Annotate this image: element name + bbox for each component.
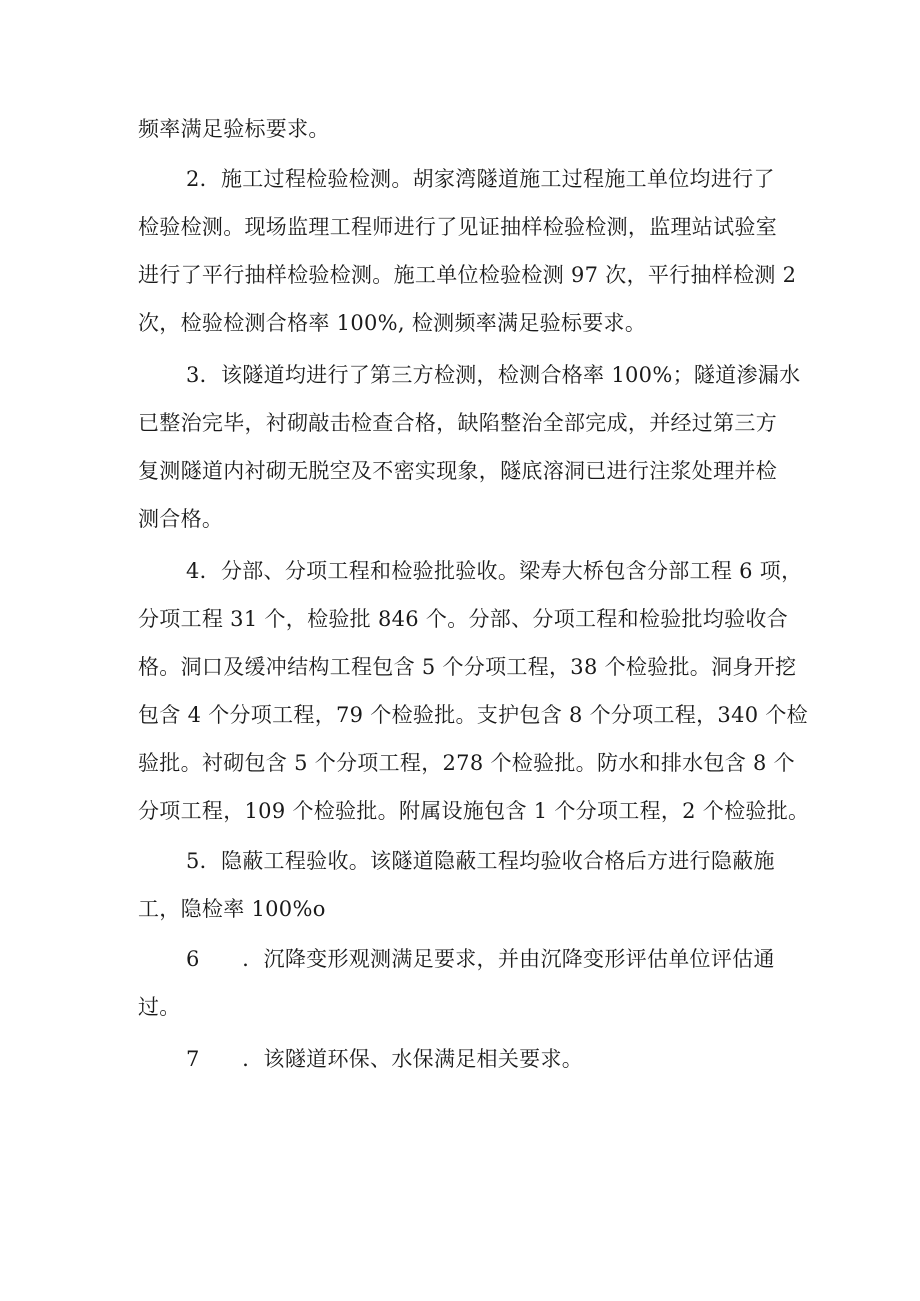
text-line: 已整治完毕，衬砌敲击检查合格，缺陷整治全部完成，并经过第三方 xyxy=(138,411,777,435)
text-line: 工，隐检率 100%o xyxy=(138,897,326,921)
text-line: 测合格。 xyxy=(138,507,224,531)
paragraph-4-start: 4．分部、分项工程和检验批验收。梁寿大桥包含分部工程 6 项， xyxy=(186,559,803,583)
paragraph-2-start: 2．施工过程检验检测。胡家湾隧道施工过程施工单位均进行了 xyxy=(186,167,775,191)
text-line: 分项工程 31 个，检验批 846 个。分部、分项工程和检验批均验收合 xyxy=(138,607,789,631)
text-line: 检验检测。现场监理工程师进行了见证抽样检验检测，监理站试验室 xyxy=(138,215,777,239)
paragraph-5-start: 5．隐蔽工程验收。该隧道隐蔽工程均验收合格后方进行隐蔽施 xyxy=(186,849,775,873)
paragraph-3-start: 3．该隧道均进行了第三方检测，检测合格率 100%；隧道渗漏水 xyxy=(186,363,801,387)
text-line: 验批。衬砌包含 5 个分项工程，278 个检验批。防水和排水包含 8 个 xyxy=(138,751,795,775)
text-line: 频率满足验标要求。 xyxy=(138,117,330,141)
text-line: 包含 4 个分项工程，79 个检验批。支护包含 8 个分项工程，340 个检 xyxy=(138,703,808,727)
text-line: 次，检验检测合格率 100%, 检测频率满足验标要求。 xyxy=(138,311,647,335)
text-line: 进行了平行抽样检验检测。施工单位检验检测 97 次，平行抽样检测 2 xyxy=(138,263,797,287)
paragraph-7-start: 7 ．该隧道环保、水保满足相关要求。 xyxy=(186,1047,584,1071)
text-line: 复测隧道内衬砌无脱空及不密实现象，隧底溶洞已进行注浆处理并检 xyxy=(138,459,777,483)
text-line: 过。 xyxy=(138,995,181,1019)
paragraph-6-start: 6 ．沉降变形观测满足要求，并由沉降变形评估单位评估通 xyxy=(186,947,775,971)
text-line: 分项工程，109 个检验批。附属设施包含 1 个分项工程，2 个检验批。 xyxy=(138,799,810,823)
text-line: 格。洞口及缓冲结构工程包含 5 个分项工程，38 个检验批。洞身开挖 xyxy=(138,655,797,679)
